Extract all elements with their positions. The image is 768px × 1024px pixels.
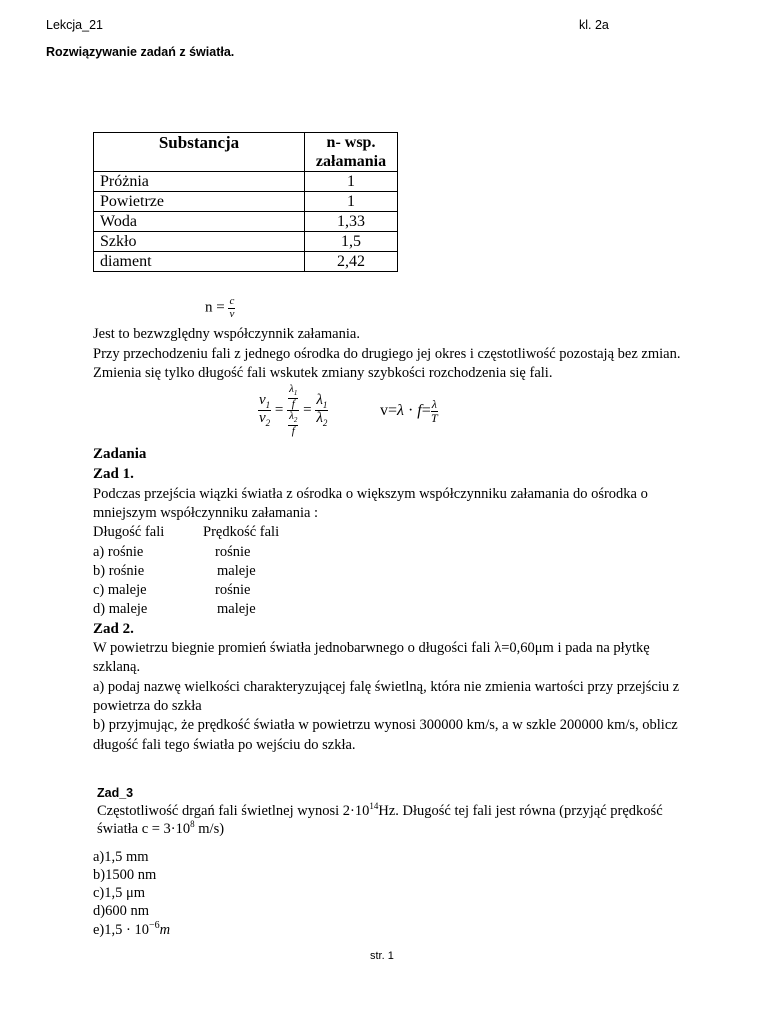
zad1-option-d: d) maleje (93, 601, 148, 617)
zad3-option-a: a)1,5 mm (93, 849, 149, 865)
zad3-text-line (97, 821, 224, 838)
table-row (94, 192, 398, 212)
zad2-text-line: długość fali tego światła po wejściu do szkła. (93, 737, 356, 753)
table-cell: Powietrze (94, 192, 305, 212)
table-cell: Próżnia (94, 172, 305, 192)
table-row (94, 212, 398, 232)
formula-numerator: c (229, 295, 235, 307)
zad1-option-b: b) rośnie (93, 563, 145, 579)
page-number: str. 1 (370, 950, 394, 962)
refractive-index-table (93, 132, 398, 272)
formula-lhs: n = (205, 299, 225, 316)
theory-line: Zmienia się tylko długość fali wskutek zmiany szybkości rozchodzenia się fali. (93, 365, 553, 381)
column-header-substance: Substancja (94, 133, 305, 172)
zad3-exponent: 14 (369, 801, 379, 812)
formula-denominator: v (229, 307, 235, 320)
zad1-option-b-speed: maleje (217, 563, 256, 579)
formula-refractive-index (205, 296, 235, 320)
zad3-title: Zad_3 (97, 786, 134, 800)
table-cell: 1 (305, 172, 398, 192)
zad3-text-part: m/s) (194, 821, 225, 837)
zad1-option-c-speed: rośnie (215, 582, 251, 598)
zad3-option-e-exponent: −6 (148, 920, 160, 932)
zad1-option-a-speed: rośnie (215, 544, 251, 560)
theory-line: Jest to bezwzględny współczynnik załamania. (93, 326, 360, 342)
table-cell: 1 (305, 192, 398, 212)
zad1-column-speed: Prędkość fali (203, 524, 280, 540)
table-cell: Szkło (94, 232, 305, 252)
zad3-option-e-unit: m (159, 922, 171, 938)
zad3-option-d: d)600 nm (93, 903, 149, 919)
zad1-title: Zad 1. (93, 466, 134, 482)
table-cell: diament (94, 252, 305, 272)
lesson-label: Lekcja_21 (46, 18, 103, 32)
page-title: Rozwiązywanie zadań z światła. (46, 45, 235, 59)
zad1-option-a: a) rośnie (93, 544, 144, 560)
table-row (94, 252, 398, 272)
zad3-text-part: Hz. Długość tej fali jest równa (przyjąć prędkość (378, 803, 663, 819)
zad2-text-line: b) przyjmując, że prędkość światła w powietrzu wynosi 300000 km/s, a w szkle 200000 km/s, oblicz (93, 717, 678, 733)
column-header-index: n- wsp. załamania (305, 133, 398, 172)
zad3-text-part: Częstotliwość drgań fali świetlnej wynosi 2·10 (97, 803, 370, 819)
wave-speed-formula: v=λ · f= $\frac{\lambda}{T}$ (380, 397, 438, 425)
theory-line: Przy przechodzeniu fali z jednego ośrodka do drugiego jej okres i częstotliwość pozostają bez zmian. (93, 346, 681, 362)
table-cell: 1,33 (305, 212, 398, 232)
zad1-option-d-speed: maleje (217, 601, 256, 617)
zad2-text-line: szklaną. (93, 659, 141, 675)
zad3-text-part: światła c = 3·10 (97, 821, 191, 837)
zad3-option-c: c)1,5 μm (93, 885, 146, 901)
table-cell: 1,5 (305, 232, 398, 252)
zad3-option-b: b)1500 nm (93, 867, 157, 883)
zad3-option-e-prefix: e)1,5 · 10 (93, 922, 149, 938)
zad2-text-line: a) podaj nazwę wielkości charakteryzującej falę świetlną, która nie zmienia wartości przy przejściu z (93, 679, 680, 695)
tasks-heading: Zadania (93, 446, 147, 462)
wave-speed-ratio-formula: $\frac{v_1}{v_2}$ = $\frac{\frac{\lambda_1}{f}}{\frac{\lambda_2}{f}}$ = $\frac{\lambda_1}{\lambda_2}$ (259, 383, 328, 437)
zad1-text-line: Podczas przejścia wiązki światła z ośrodka o większym współczynniku załamania do ośrodka o (93, 486, 648, 502)
table-header-row (94, 133, 398, 172)
zad2-text-line: powietrza do szkła (93, 698, 202, 714)
zad3-exponent: 8 (190, 819, 195, 830)
zad2-title: Zad 2. (93, 621, 134, 637)
zad3-text-line (97, 803, 663, 820)
table-row (94, 172, 398, 192)
zad1-column-wavelength: Długość fali (93, 524, 165, 540)
table-row (94, 232, 398, 252)
zad2-text-line: W powietrzu biegnie promień światła jednobarwnego o długości fali λ=0,60μm i pada na płytkę (93, 640, 650, 656)
zad3-option-e (93, 921, 170, 940)
table-cell: Woda (94, 212, 305, 232)
class-label: kl. 2a (579, 18, 609, 32)
table-cell: 2,42 (305, 252, 398, 272)
zad1-text-line: mniejszym współczynniku załamania : (93, 505, 319, 521)
zad1-option-c: c) maleje (93, 582, 147, 598)
